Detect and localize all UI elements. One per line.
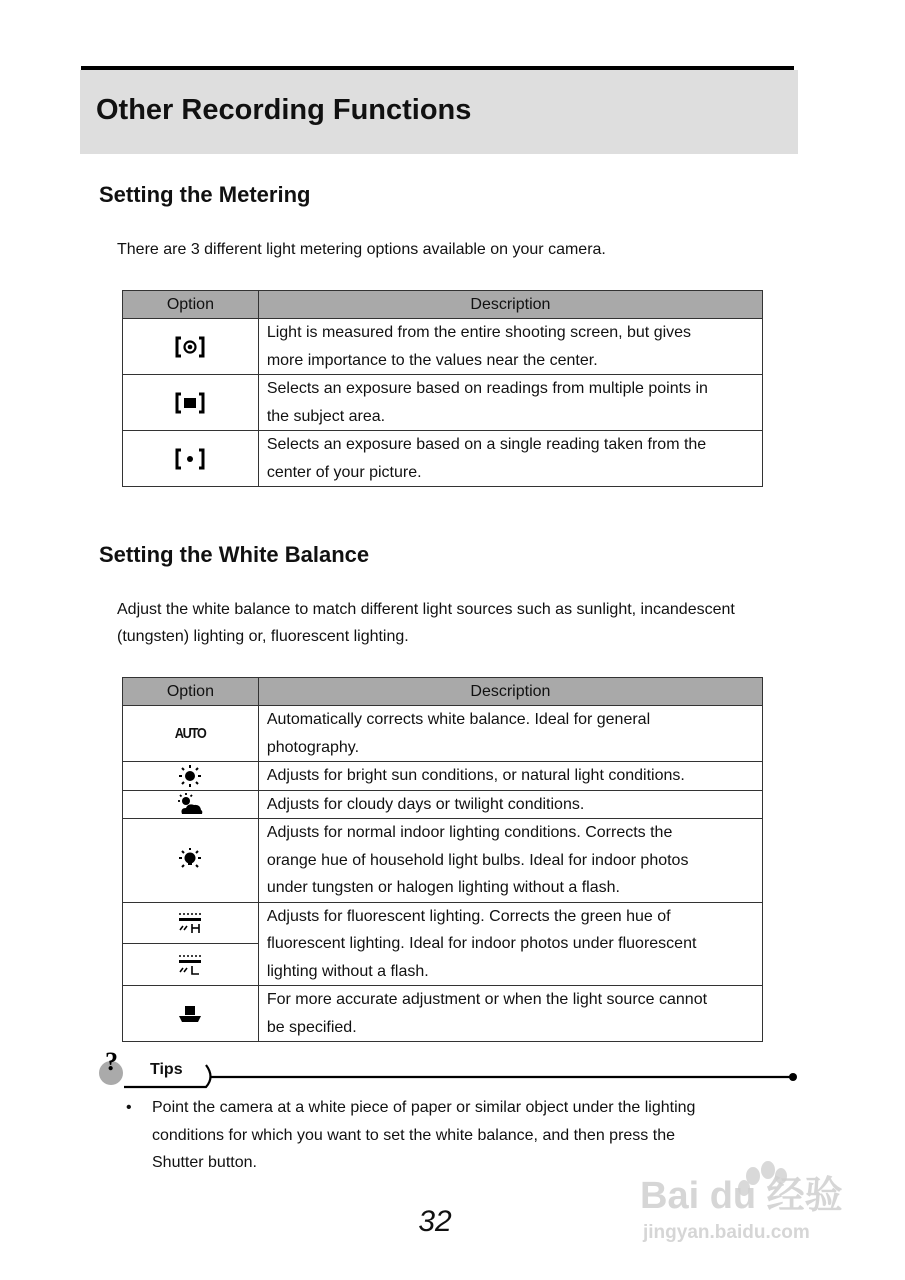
option-cell [123,375,259,431]
question-mark-icon: ? [105,1048,118,1076]
watermark-brand: Bai du 经验 [640,1175,843,1217]
table-row [123,902,763,944]
table-row [123,431,763,487]
option-cell [123,819,259,903]
metering-heading: Setting the Metering [99,182,311,207]
column-header-option: Option [123,291,259,319]
description-cell: Adjusts for cloudy days or twilight conditions. [258,790,762,819]
custom-wb-icon [176,1004,204,1024]
table-header-row [123,678,763,706]
white-balance-table [122,677,763,1042]
column-header-description: Description [258,678,762,706]
description-cell: Light is measured from the entire shooting screen, but gives more importance to the values near the center. [258,319,762,375]
table-header-row [123,291,763,319]
sun-icon [177,764,203,788]
table-row [123,790,763,819]
option-cell [123,986,259,1042]
table-row [123,706,763,762]
fluorescent-l-icon [176,953,204,977]
description-cell: Adjusts for bright sun conditions, or natural light conditions. [258,762,762,791]
description-cell: Selects an exposure based on a single reading taken from the center of your picture. [258,431,762,487]
description-cell: For more accurate adjustment or when the light source cannot be specified. [258,986,762,1042]
page-title: Other Recording Functions [96,94,472,126]
center-weighted-metering-icon [175,336,205,358]
white-balance-intro-line1: Adjust the white balance to match different light sources such as sunlight, incandescent [117,601,735,618]
option-cell [123,944,259,986]
watermark-url: jingyan.baidu.com [643,1222,810,1243]
table-row [123,819,763,903]
auto-wb-icon: AUTO [174,724,206,742]
white-balance-intro-line2: (tungsten) lighting or, fluorescent lighting. [117,628,409,645]
description-cell: Selects an exposure based on readings from multiple points in the subject area. [258,375,762,431]
table-row [123,319,763,375]
cloudy-icon [176,792,204,816]
column-header-option: Option [123,678,259,706]
fluorescent-h-icon [176,911,204,935]
page-number: 32 [418,1205,452,1238]
option-cell [123,319,259,375]
tips-rule-end [789,1073,797,1081]
option-cell [123,706,259,762]
table-row [123,762,763,791]
white-balance-heading: Setting the White Balance [99,542,370,567]
tips-label: Tips [150,1061,183,1078]
tips-rule [124,1065,791,1087]
spot-metering-icon [175,448,205,470]
tungsten-bulb-icon [176,847,204,873]
column-header-description: Description [258,291,762,319]
description-cell: Adjusts for normal indoor lighting conditions. Corrects the orange hue of household light bulbs. Ideal for indoor photos under tungsten or halogen lighting without a flash. [258,819,762,903]
table-row [123,375,763,431]
option-cell [123,790,259,819]
metering-intro: There are 3 different light metering options available on your camera. [117,241,606,258]
option-cell [123,762,259,791]
metering-table [122,290,763,487]
option-cell [123,431,259,487]
description-cell: Automatically corrects white balance. Ideal for general photography. [258,706,762,762]
multi-metering-icon [175,392,205,414]
table-row [123,986,763,1042]
tips-banner [98,1048,798,1090]
list-item: • Point the camera at a white piece of paper or similar object under the lighting conditions for which you want to set the white balance, and then press the Shutter button. [124,1094,764,1177]
description-cell: Adjusts for fluorescent lighting. Corrects the green hue of fluorescent lighting. Ideal for indoor photos under fluorescent lighting without a flash. [258,902,762,986]
option-cell [123,902,259,944]
